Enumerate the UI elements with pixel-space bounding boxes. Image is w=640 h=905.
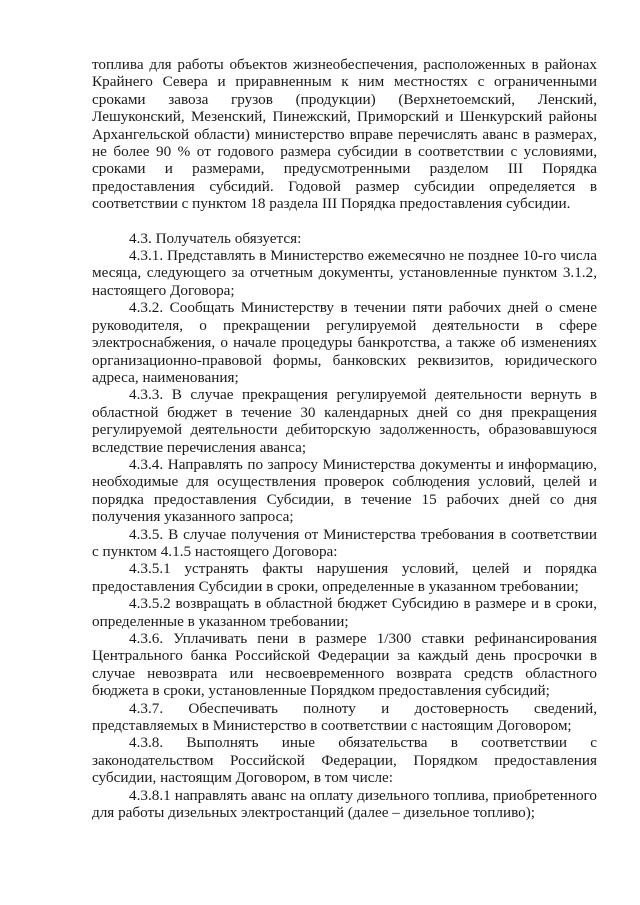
clause-4-3-5-1: 4.3.5.1 устранять факты нарушения условий, целей и порядка предоставления Субсидии в сроки, определенные в указанном требовании; (92, 560, 597, 595)
clause-4-3-8-1: 4.3.8.1 направлять аванс на оплату дизельного топлива, приобретенного для работы дизельных электростанций (далее – дизельное топливо); (92, 786, 597, 822)
clause-4-3-4: 4.3.4. Направлять по запросу Министерства документы и информацию, необходимые для осуществления проверок соблюдения условий, целей и порядка предоставления Субсидии, в течение 15 рабочих дней со дня получения указанного запроса; (92, 455, 597, 526)
clause-4-3-1: 4.3.1. Представлять в Министерство ежемесячно не позднее 10-го числа месяца, следующего за отчетным документы, установленные пунктом 3.1.2, настоящего Договора; (92, 247, 597, 299)
clause-4-3-2: 4.3.2. Сообщать Министерству в течении пяти рабочих дней о смене руководителя, о прекращении регулируемой деятельности в сфере электроснабжения, о начале процедуры банкротства, а также об изменениях организационно-правовой формы, банковских реквизитов, юридического адреса, наименования; (92, 299, 597, 386)
clause-4-3-3: 4.3.3. В случае прекращения регулируемой деятельности вернуть в областной бюджет в течение 30 календарных дней со дня прекращения регулируемой деятельности дебиторскую задолженность, образовавшуюся вследствие перечисления аванса; (92, 386, 597, 456)
clause-4-3-heading: 4.3. Получатель обязуется: (129, 229, 302, 247)
clause-4-3-6: 4.3.6. Уплачивать пени в размере 1/300 ставки рефинансирования Центрального банка Российской Федерации за каждый день просрочки в случае невозврата или несвоевременного возврата средств областного бюджета в сроки, установленные Порядком предоставления субсидий; (92, 630, 597, 700)
clause-4-3-5: 4.3.5. В случае получения от Министерства требования в соответствии с пунктом 4.1.5 настоящего Договора: (92, 525, 597, 560)
clause-4-3-8: 4.3.8. Выполнять иные обязательства в соответствии с законодательством Российской Федерации, Порядком предоставления субсидии, настоящим Договором, в том числе: (92, 734, 597, 787)
clause-4-3-5-2: 4.3.5.2 возвращать в областной бюджет Субсидию в размере и в сроки, определенные в указанном требовании; (92, 595, 597, 630)
paragraph-fuel-advance: топлива для работы объектов жизнеобеспечения, расположенных в районах Крайнего Севера и приравненным к ним местностях с ограниченными сроками завоза грузов (продукции) (Верхнетоемский, Ленский, Лешуконский, Мезенский, Пинежский, Приморский и Шенкурский районы Архангельской области) министерство вправе перечислять аванс в размерах, не более 90 % от годового размера субсидии в соответствии с условиями, сроками и размерами, предусмотренными разделом III Порядка предоставления субсидий. Годовой размер субсидии определяется в соответствии с пунктом 18 раздела III Порядка предоставления субсидии. (92, 56, 597, 213)
document-page (92, 56, 597, 821)
clause-4-3-7: 4.3.7. Обеспечивать полноту и достоверность сведений, представляемых в Министерство в соответствии с настоящим Договором; (92, 699, 597, 735)
